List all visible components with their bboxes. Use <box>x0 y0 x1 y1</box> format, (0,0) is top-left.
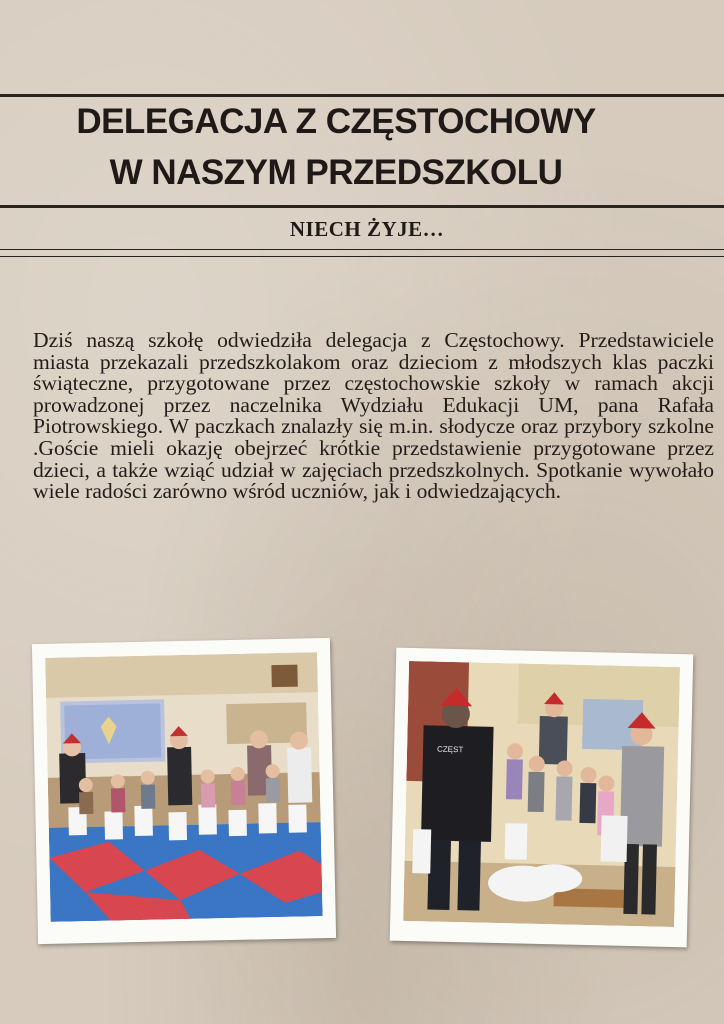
svg-text:CZĘST: CZĘST <box>436 744 464 755</box>
page-subtitle: NIECH ŻYJE… <box>289 217 445 241</box>
photo-frame-2 <box>390 648 694 948</box>
page-title-line-1: DELEGACJA Z CZĘSTOCHOWY <box>76 102 596 141</box>
subtitle-rule-1 <box>0 249 724 250</box>
page-title-line-2: W NASZYM PRZEDSZKOLU <box>109 153 563 192</box>
article-body: Dziś naszą szkołę odwiedziła delegacja z Częstochowy. Przedstawiciele miasta przekazali przedszkolakom oraz dzieciom z młodszych klas paczki świąteczne, przygotowane przez częstochowskie szkoły w ramach akcji prowadzonej przez naczelnika Wydziału Edukacji UM, pana Rafała Piotrowskiego. W paczkach znalazły się m.in. słodycze oraz przybory szkolne .Goście mieli okazję obejrzeć krótkie przedstawienie przygotowane przez dzieci, a także wziąć udział w zajęciach przedszkolnych. Spotkanie wywołało wiele radości zarówno wśród uczniów, jak i odwiedzających. <box>33 328 714 504</box>
subtitle-rule-2 <box>0 256 724 257</box>
group-photo-gift-bags <box>403 661 680 927</box>
photo-frame-1 <box>32 638 336 944</box>
group-photo-classroom <box>45 652 322 922</box>
title-bottom-rule <box>0 205 724 208</box>
top-rule <box>0 94 724 97</box>
